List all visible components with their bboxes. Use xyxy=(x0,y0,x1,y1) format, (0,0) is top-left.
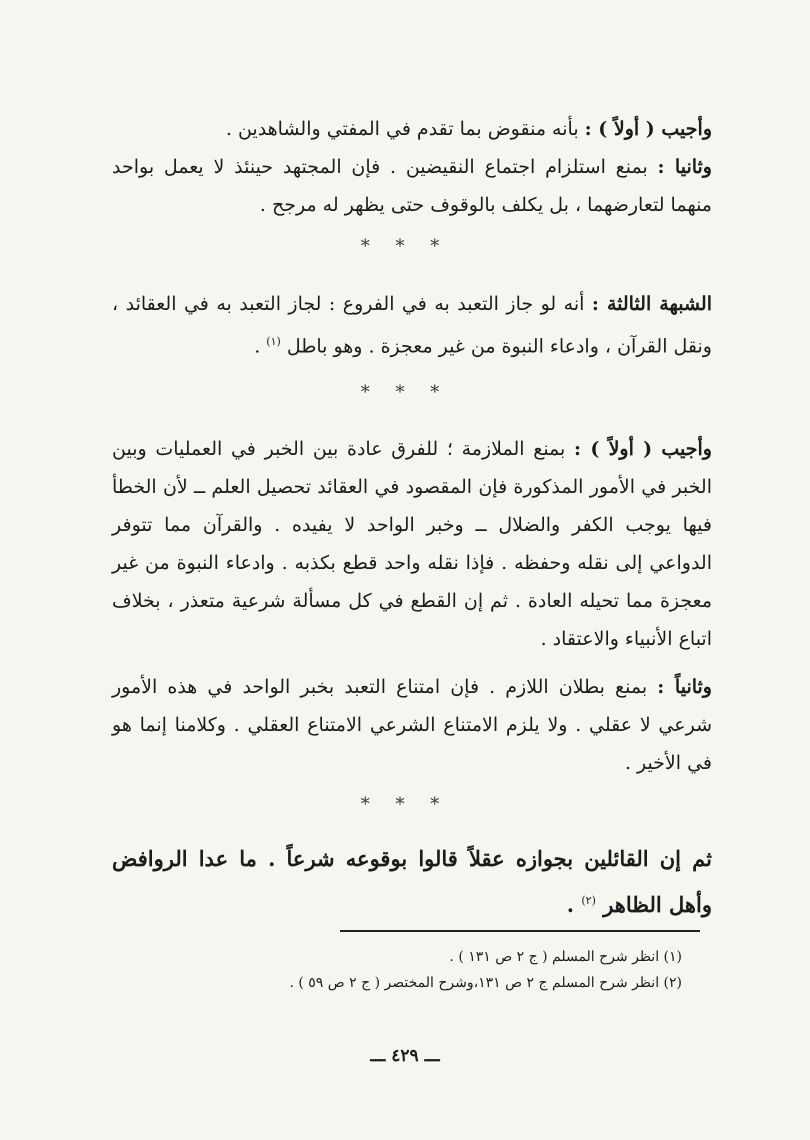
section-heading xyxy=(112,838,712,926)
answer-third-text: بمنع الملازمة ؛ للفرق عادة بين الخبر في العمليات وبين الخبر في الأمور المذكورة فإن المقصود في العقائد تحصيل العلم ــ لأن الخطأ فيها يوجب الكفر والضلال ــ وخبر الواحد لا يفيده . والقرآن مما تتوفر الدواعي إلى نقله وحفظه . فإذا نقله واحد قطع بكذبه . وادعاء النبوة من غير معجزة مما تحيله العادة . ثم إن القطع في كل مسألة شرعية متعذر ، بخلاف اتباع الأنبياء والاعتقاد . xyxy=(112,438,712,650)
answer-first-text: بأنه منقوض بما تقدم في المفتي والشاهدين . xyxy=(225,118,585,140)
third-objection-paragraph xyxy=(112,285,712,365)
footnote-2: (٢) انظر شرح المسلم ج ٢ ص ١٣١،وشرح المختصر ( ج ٢ ص ٥٩ ) . xyxy=(289,975,682,991)
answer-second-text: بمنع استلزام اجتماع النقيضين . فإن المجتهد حينئذ لا يعمل بواحد منهما لتعارضهما ، بل يكلف بالوقوف حتى يظهر له مرجح . xyxy=(112,156,712,216)
answers-block-1 xyxy=(112,110,712,224)
third-objection-lead: الشبهة الثالثة : xyxy=(591,293,712,315)
footnote-divider xyxy=(340,930,700,932)
answer-third-paragraph xyxy=(112,430,712,658)
third-objection-block xyxy=(112,285,712,365)
separator-2: * * * xyxy=(360,382,450,403)
answer-fourth-lead: وثانياً : xyxy=(657,676,712,698)
answer-third-lead: وأجيب ( أولاً ) : xyxy=(574,438,712,460)
answer-fourth-text: بمنع بطلان اللازم . فإن امتناع التعبد بخبر الواحد في هذه الأمور شرعي لا عقلي . ولا يلزم الامتناع الشرعي الامتناع العقلي . وكلامنا إنما هو في الأخير . xyxy=(112,676,712,774)
footnote-1: (١) انظر شرح المسلم ( ج ٢ ص ١٣١ ) . xyxy=(449,949,682,965)
footnote-ref-2: (٢) xyxy=(581,894,596,907)
separator-1: * * * xyxy=(360,236,450,257)
footnotes xyxy=(122,944,682,996)
answer-second-paragraph xyxy=(112,148,712,224)
answer-first-lead: وأجيب ( أولاً ) : xyxy=(584,118,712,140)
page-number: ـــ ٤٢٩ ـــ xyxy=(370,1046,440,1066)
section-heading-end: . xyxy=(566,892,582,917)
separator-3: * * * xyxy=(360,794,450,815)
footnote-ref-1: (١) xyxy=(266,335,281,348)
answer-fourth-paragraph xyxy=(112,668,712,782)
answers-block-2 xyxy=(112,430,712,782)
answer-first-paragraph xyxy=(112,110,712,148)
section-heading-text: ثم إن القائلين بجوازه عقلاً قالوا بوقوعه شرعاً . ما عدا الروافض وأهل الظاهر xyxy=(112,846,712,917)
third-objection-text: أنه لو جاز التعبد به في الفروع : لجاز التعبد به في العقائد ، ونقل القرآن ، وادعاء النبوة من غير معجزة . وهو باطل xyxy=(112,293,712,358)
third-objection-end: . xyxy=(254,335,267,358)
answer-second-lead: وثانيا : xyxy=(657,156,712,178)
